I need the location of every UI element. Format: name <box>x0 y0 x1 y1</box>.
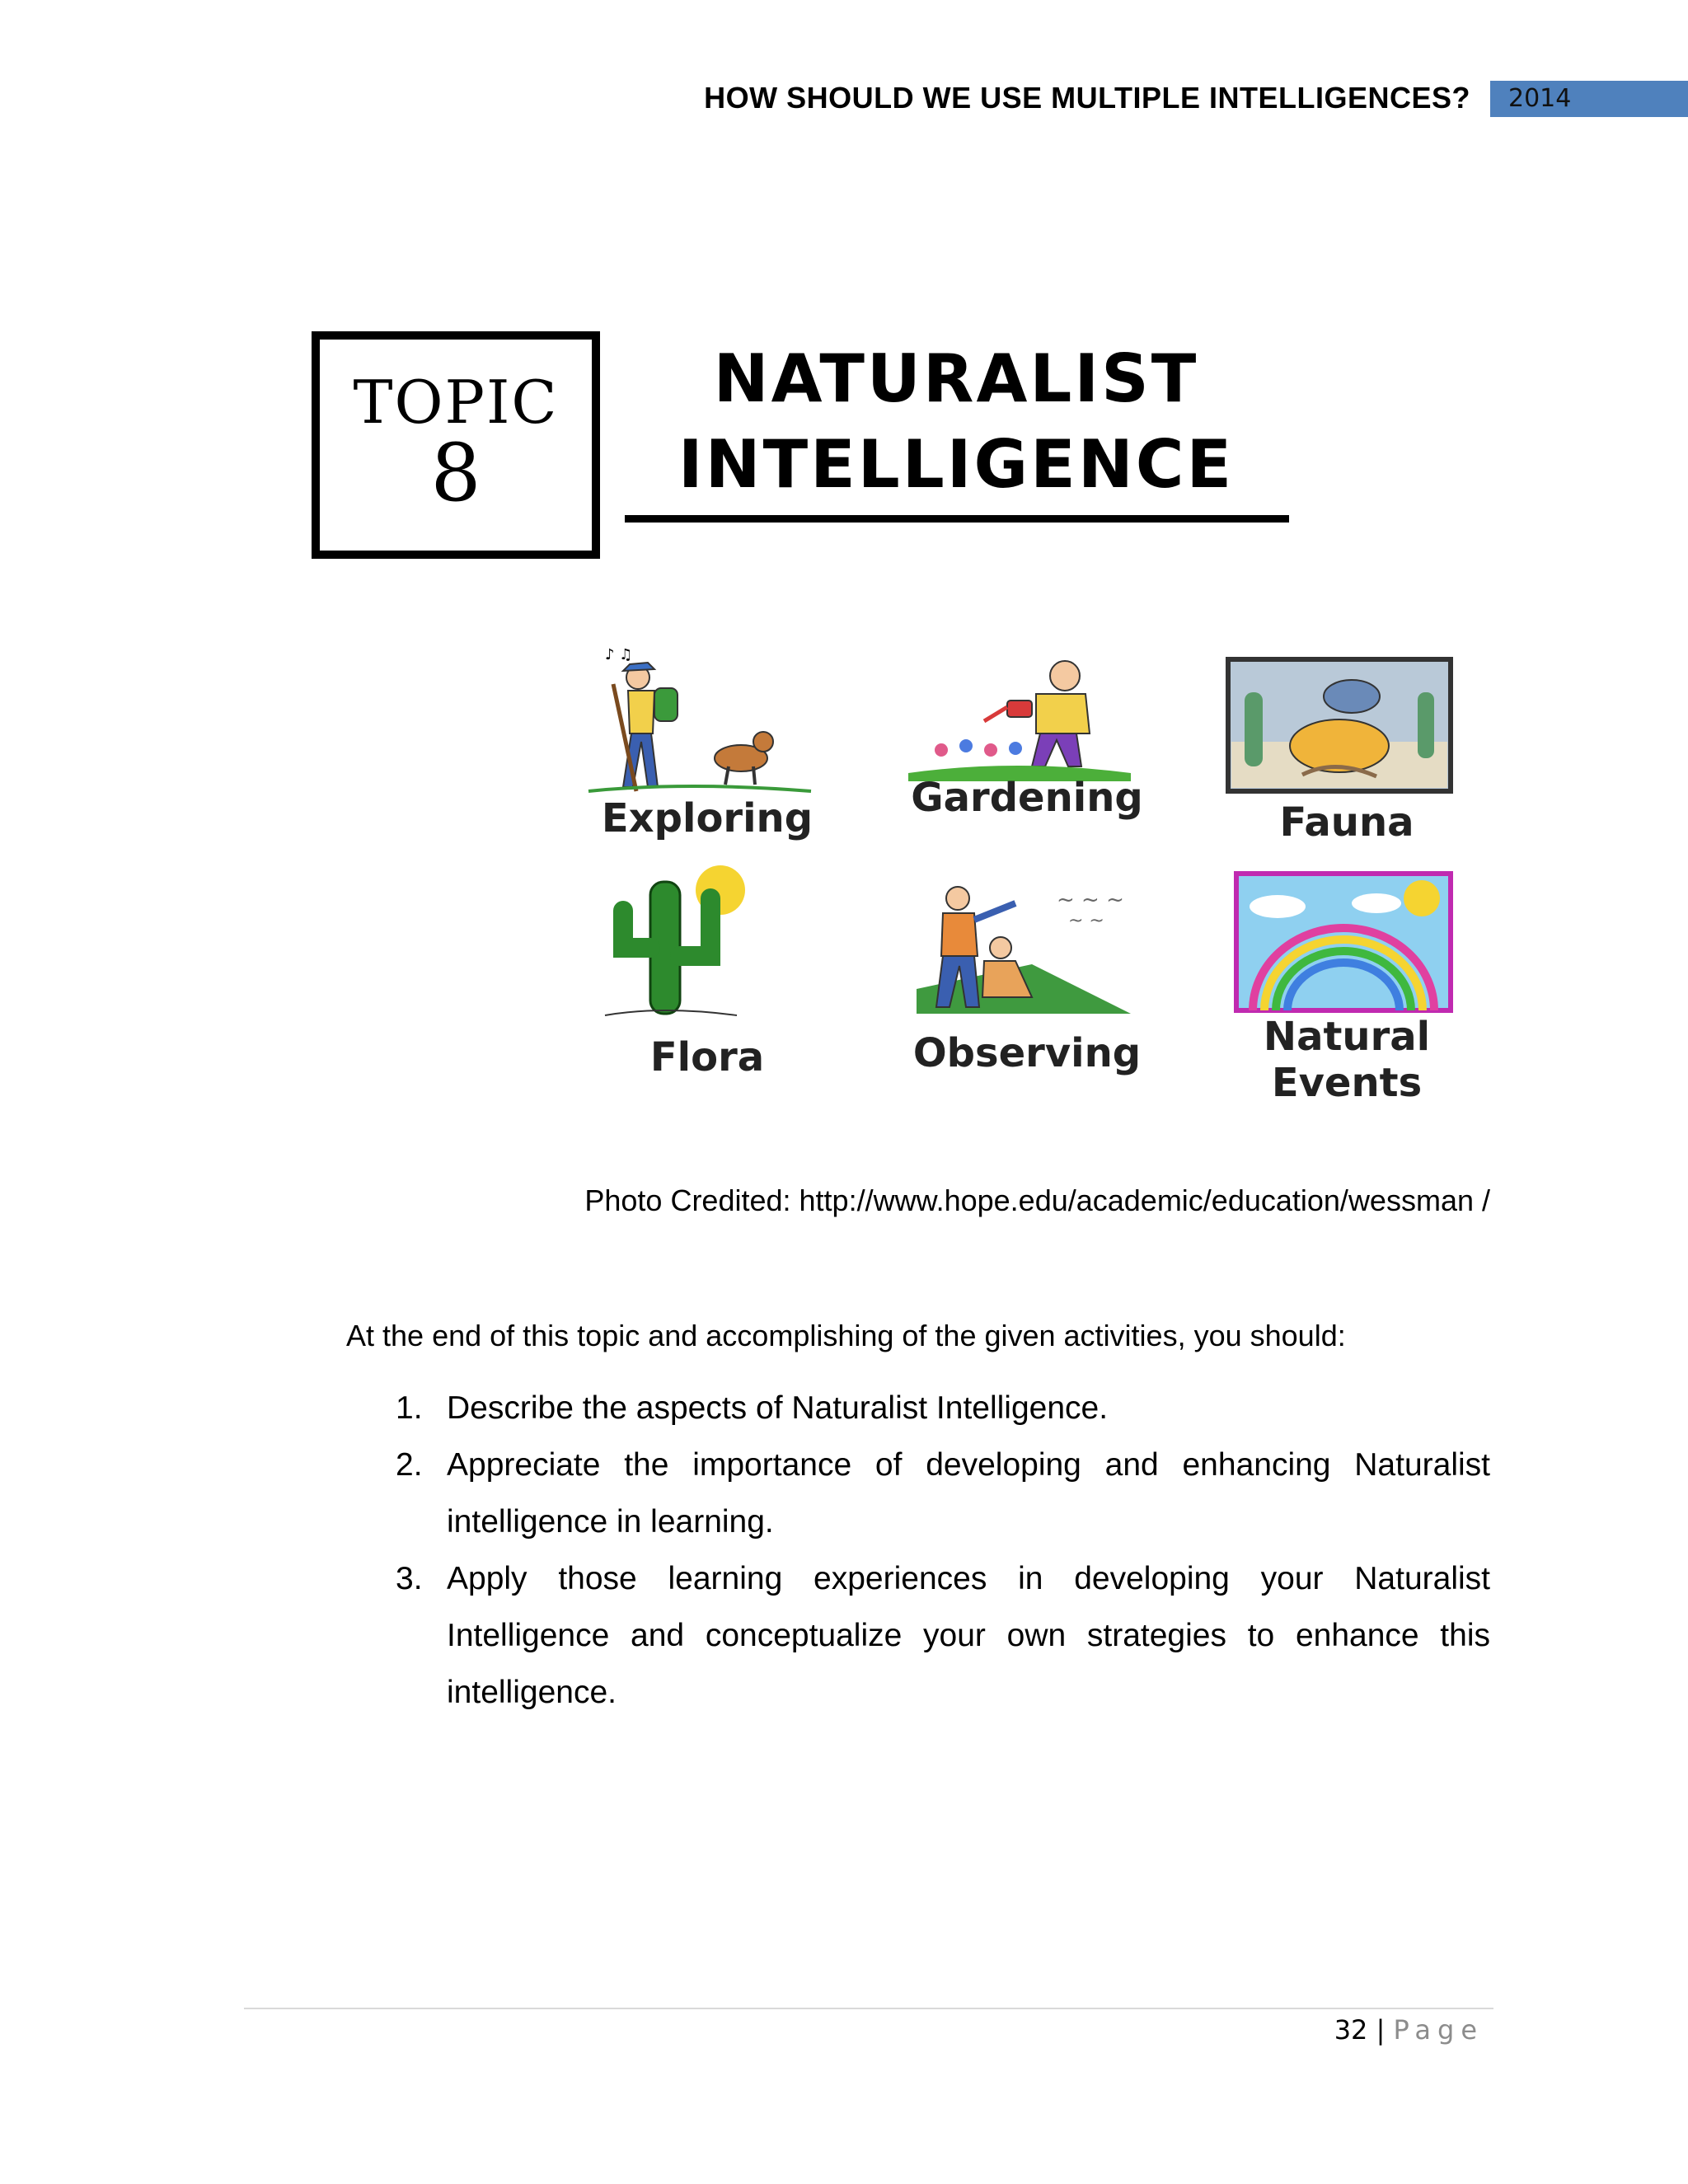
list-number: 2. <box>396 1447 423 1483</box>
footer-separator: | <box>1376 2014 1386 2046</box>
rainbow-icon <box>1212 865 1459 1030</box>
list-number: 3. <box>396 1561 423 1596</box>
illustration-label: Observing <box>912 1030 1142 1076</box>
illustration-fauna <box>1187 643 1507 865</box>
label-line-1: Natural <box>1263 1014 1431 1060</box>
illustration-flora <box>547 865 867 1088</box>
topic-number: 8 <box>430 427 481 519</box>
objectives-intro: At the end of this topic and accomplishing of the given activities, you should: <box>346 1319 1346 1352</box>
illustration-gardening <box>867 643 1187 865</box>
cactus-icon <box>572 865 819 1030</box>
list-item <box>396 1380 1490 1436</box>
topic-label: TOPIC <box>353 368 559 437</box>
list-text: Appreciate the importance of developing and enhancing Naturalist intelligence in learning. <box>447 1447 1490 1540</box>
objectives-list <box>396 1380 1490 1721</box>
label-line-2: Events <box>1271 1060 1423 1106</box>
svg-text:~ ~: ~ ~ <box>1068 911 1104 931</box>
illustration-exploring <box>547 643 867 865</box>
list-text: Apply those learning experiences in developing your Naturalist Intelligence and conceptualize your own strategies to enhance this intelligence. <box>447 1561 1490 1710</box>
list-item <box>396 1436 1490 1550</box>
hiker-with-dog-icon <box>572 643 819 808</box>
illustration-label <box>1187 1014 1507 1106</box>
list-item <box>396 1550 1490 1721</box>
page-number: 32 <box>1334 2014 1368 2046</box>
desert-animals-icon <box>1212 643 1459 808</box>
title-line-2: INTELLIGENCE <box>678 426 1235 503</box>
photo-credit: Photo Credited: http://www.hope.edu/academic/education/wessman / <box>584 1183 1490 1217</box>
svg-text:~ ~ ~: ~ ~ ~ <box>1057 888 1124 912</box>
illustration-label: Exploring <box>601 795 814 841</box>
list-text: Describe the aspects of Naturalist Intelligence. <box>447 1390 1109 1426</box>
page-footer <box>1334 2014 1484 2046</box>
birdwatchers-icon <box>892 865 1139 1030</box>
illustration-observing <box>867 865 1187 1088</box>
illustration-natural-events <box>1187 865 1507 1106</box>
page-title <box>626 336 1286 508</box>
illustration-label: Gardening <box>911 775 1143 821</box>
list-number: 1. <box>396 1390 423 1426</box>
topic-box <box>312 331 600 559</box>
header-year: 2014 <box>1490 81 1688 117</box>
title-line-1: NATURALIST <box>713 340 1199 417</box>
header-title: HOW SHOULD WE USE MULTIPLE INTELLIGENCES? <box>704 81 1470 115</box>
svg-text:♪ ♫: ♪ ♫ <box>605 646 633 663</box>
illustration-label: Fauna <box>1279 799 1414 846</box>
page-word: Page <box>1393 2014 1484 2046</box>
title-underline <box>625 515 1289 523</box>
illustration-label: Flora <box>649 1034 765 1080</box>
footer-divider <box>244 2008 1493 2009</box>
illustration-grid <box>547 643 1507 1106</box>
